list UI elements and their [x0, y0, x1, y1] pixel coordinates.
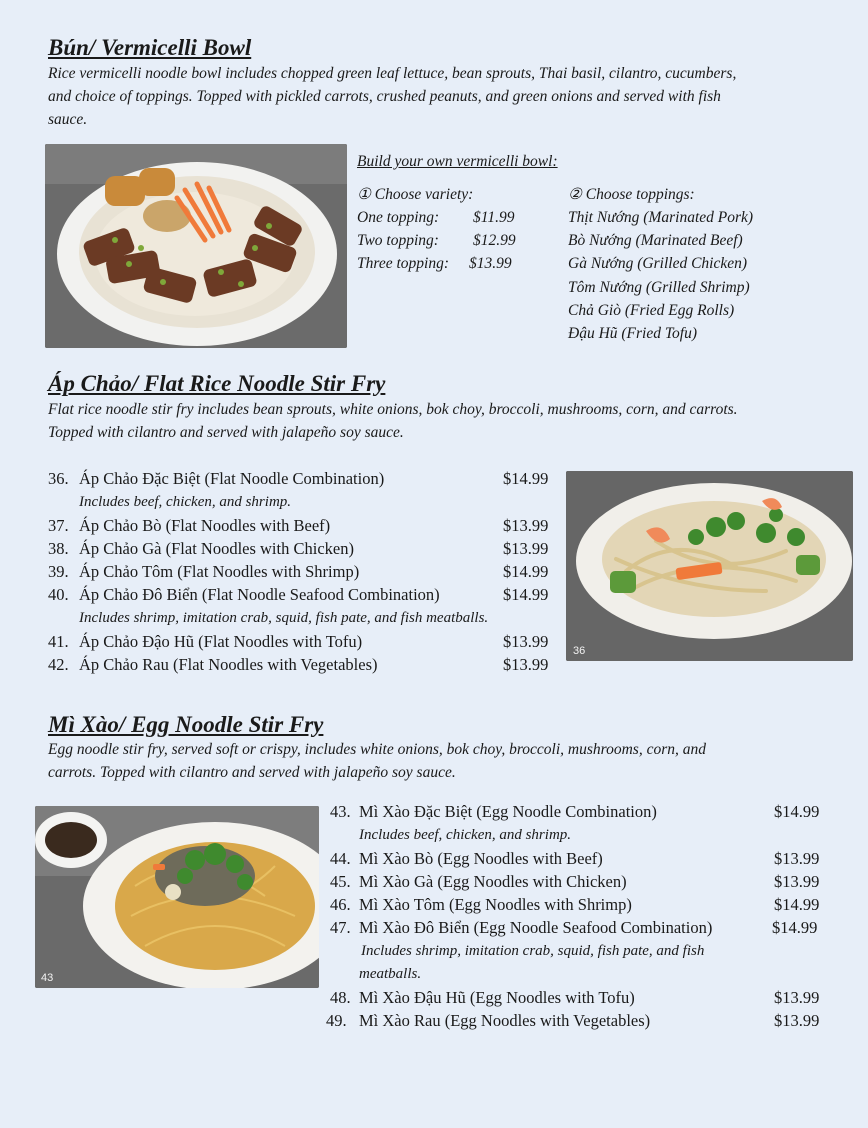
item-number: 38.	[48, 539, 69, 558]
item-number: 43.	[330, 802, 351, 821]
item-price: $13.99	[503, 632, 549, 651]
item-number: 36.	[48, 469, 69, 488]
description-line: and choice of toppings. Topped with pickled carrots, crushed peanuts, and green onions and served with fish	[48, 88, 721, 105]
egg-noodle-photo	[35, 806, 319, 988]
topping-item: Chả Giò (Fried Egg Rolls)	[568, 301, 735, 319]
item-name: Áp Chảo Đặc Biệt (Flat Noodle Combination)	[79, 469, 385, 488]
item-number: 37.	[48, 516, 69, 535]
description-line: carrots. Topped with cilantro and served with jalapeño soy sauce.	[48, 764, 456, 781]
topping-item: Bò Nướng (Marinated Beef)	[568, 232, 743, 250]
item-note: Includes shrimp, imitation crab, squid, fish pate, and fish	[361, 943, 705, 959]
variety-price: $12.99	[473, 232, 516, 250]
vermicelli-bowl-photo	[45, 144, 347, 348]
flat-noodle-illustration	[566, 471, 853, 661]
item-name: Áp Chảo Đậo Hũ (Flat Noodles with Tofu)	[79, 632, 363, 651]
item-name: Mì Xào Gà (Egg Noodles with Chicken)	[359, 872, 627, 891]
item-price: $14.99	[774, 802, 820, 821]
item-number: 45.	[330, 872, 351, 891]
variety-price: $11.99	[473, 209, 515, 226]
photo-number: 43	[41, 972, 54, 984]
item-name: Mì Xào Đô Biển (Egg Noodle Seafood Combination)	[359, 918, 713, 937]
section-description-bun	[48, 62, 838, 131]
description-line: Egg noodle stir fry, served soft or crispy, includes white onions, bok choy, broccoli, mushrooms, corn, and	[48, 741, 706, 758]
variety-list	[357, 206, 557, 276]
variety-label: Two topping:	[357, 232, 439, 250]
item-name: Mì Xào Rau (Egg Noodles with Vegetables)	[359, 1011, 651, 1030]
description-line: sauce.	[48, 111, 88, 128]
photo-number: 36	[573, 645, 586, 657]
item-number: 46.	[330, 895, 351, 914]
item-note: Includes beef, chicken, and shrimp.	[359, 827, 572, 843]
item-price: $13.99	[503, 516, 549, 535]
item-number: 39.	[48, 562, 69, 581]
item-price: $14.99	[772, 918, 818, 937]
item-name: Mì Xào Tôm (Egg Noodles with Shrimp)	[359, 895, 632, 914]
item-name: Áp Chảo Gà (Flat Noodles with Chicken)	[79, 539, 354, 558]
item-number: 41.	[48, 632, 69, 651]
topping-item: Gà Nướng (Grilled Chicken)	[568, 255, 748, 273]
section-title-bun: Bún/ Vermicelli Bowl	[48, 35, 252, 60]
egg-noodle-illustration	[35, 806, 319, 988]
section-description-ap-chao	[48, 398, 838, 444]
choose-toppings-heading: ② Choose toppings:	[568, 186, 695, 203]
item-price: $14.99	[774, 895, 820, 914]
variety-item	[357, 229, 557, 252]
description-line: Flat rice noodle stir fry includes bean sprouts, white onions, bok choy, broccoli, mushrooms, corn, and carrots.	[48, 401, 738, 418]
item-price: $14.99	[503, 562, 549, 581]
toppings-list	[568, 206, 753, 345]
description-line: Topped with cilantro and served with jalapeño soy sauce.	[48, 424, 404, 441]
item-name: Mì Xào Đậu Hũ (Egg Noodles with Tofu)	[359, 988, 635, 1007]
item-name: Áp Chảo Đô Biển (Flat Noodle Seafood Combination)	[79, 585, 440, 604]
section-title-mi-xao: Mì Xào/ Egg Noodle Stir Fry	[48, 712, 324, 737]
item-name: Mì Xào Đặc Biệt (Egg Noodle Combination)	[359, 802, 657, 821]
item-price: $13.99	[774, 872, 820, 891]
variety-item	[357, 206, 557, 229]
item-price: $14.99	[503, 585, 549, 604]
build-your-own-heading: Build your own vermicelli bowl:	[357, 153, 558, 170]
choose-variety-heading: ① Choose variety:	[357, 186, 474, 203]
topping-item: Thịt Nướng (Marinated Pork)	[568, 209, 754, 226]
variety-price: $13.99	[469, 255, 512, 273]
item-price: $14.99	[503, 469, 549, 488]
section-title-ap-chao: Áp Chảo/ Flat Rice Noodle Stir Fry	[48, 371, 386, 396]
vermicelli-bowl-illustration	[45, 144, 347, 348]
topping-item: Đậu Hũ (Fried Tofu)	[568, 325, 698, 343]
item-number: 49.	[326, 1011, 347, 1030]
item-price: $13.99	[774, 1011, 820, 1030]
item-note: Includes shrimp, imitation crab, squid, fish pate, and fish meatballs.	[79, 610, 489, 626]
description-line: Rice vermicelli noodle bowl includes chopped green leaf lettuce, bean sprouts, Thai basil, cilantro, cucumbers,	[48, 65, 737, 82]
variety-label: Three topping:	[357, 255, 449, 273]
variety-label: One topping:	[357, 209, 440, 226]
item-number: 40.	[48, 585, 69, 604]
item-number: 42.	[48, 655, 69, 674]
item-name: Áp Chảo Tôm (Flat Noodles with Shrimp)	[79, 562, 360, 581]
item-name: Mì Xào Bò (Egg Noodles with Beef)	[359, 849, 603, 868]
item-name: Áp Chảo Rau (Flat Noodles with Vegetables)	[79, 655, 378, 674]
item-price: $13.99	[774, 849, 820, 868]
variety-item	[357, 252, 557, 275]
flat-noodle-photo	[566, 471, 853, 661]
item-price: $13.99	[774, 988, 820, 1007]
item-number: 48.	[330, 988, 351, 1007]
item-price: $13.99	[503, 539, 549, 558]
item-name: Áp Chảo Bò (Flat Noodles with Beef)	[79, 516, 331, 535]
item-number: 47.	[330, 918, 351, 937]
item-note: Includes beef, chicken, and shrimp.	[79, 494, 292, 510]
item-number: 44.	[330, 849, 351, 868]
section-description-mi-xao	[48, 738, 838, 784]
item-price: $13.99	[503, 655, 549, 674]
topping-item: Tôm Nướng (Grilled Shrimp)	[568, 278, 750, 296]
item-note: meatballs.	[359, 966, 422, 982]
